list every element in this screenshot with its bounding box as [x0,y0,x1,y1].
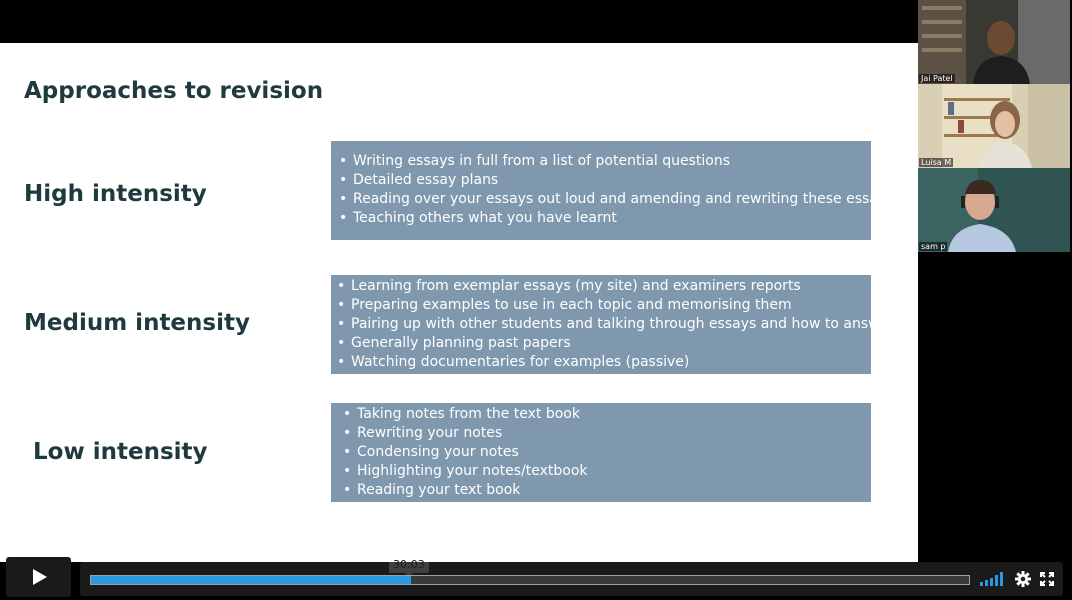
play-icon [29,567,49,587]
volume-button[interactable] [980,570,1004,588]
list-item: • Teaching others what you have learnt [339,209,863,228]
volume-icon [980,572,1004,586]
list-item: • Highlighting your notes/textbook [343,462,863,481]
section-box-high [331,141,894,240]
progress-fill [91,576,411,584]
section-label-medium: Medium intensity [24,310,250,336]
list-item: • Reading over your essays out loud and amending and rewriting these essays [339,190,863,209]
participant-tile-1[interactable] [918,0,1070,84]
participant-name: Jai Patel [921,74,953,83]
list-item: • Reading your text book [343,481,863,500]
participant-video [918,168,1070,252]
fullscreen-button[interactable] [1037,570,1057,588]
participant-name: sam p [921,242,946,251]
list-item: • Rewriting your notes [343,424,863,443]
participant-video [918,84,1070,168]
list-item: • Writing essays in full from a list of potential questions [339,152,863,171]
list-item: • Condensing your notes [343,443,863,462]
progress-bar[interactable] [90,575,970,585]
list-item: • Preparing examples to use in each topic and memorising them [337,296,863,315]
settings-icon [1015,571,1031,587]
list-item: • Taking notes from the text book [343,405,863,424]
participant-name: Luisa M [921,158,952,167]
participant-video [918,0,1070,84]
list-item: • Watching documentaries for examples (passive) [337,353,863,372]
fullscreen-icon [1040,572,1054,586]
section-box-low [331,403,871,502]
section-label-high: High intensity [24,181,207,207]
settings-button[interactable] [1013,570,1033,588]
player-control-bar [80,562,1063,596]
play-button[interactable] [6,557,71,597]
section-box-medium [331,275,894,374]
participant-tile-3[interactable] [918,168,1070,252]
list-item: • Learning from exemplar essays (my site) and examiners reports [337,277,863,296]
list-item: • Generally planning past papers [337,334,863,353]
list-item: • Pairing up with other students and talking through essays and how to answer [337,315,863,334]
presentation-slide [0,43,918,562]
slide-title: Approaches to revision [24,78,324,104]
section-label-low: Low intensity [33,439,208,465]
participant-tile-2[interactable] [918,84,1070,168]
list-item: • Detailed essay plans [339,171,863,190]
